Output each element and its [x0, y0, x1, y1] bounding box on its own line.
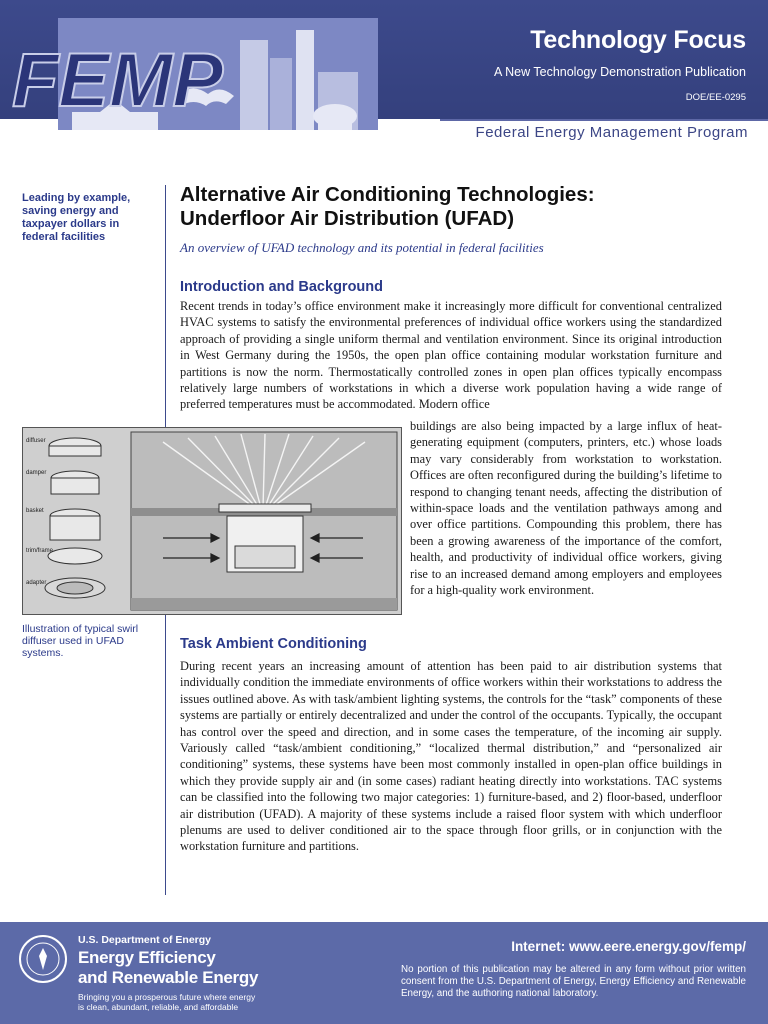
diffuser-illustration — [22, 427, 402, 615]
diffuser-drawing — [23, 428, 401, 614]
part-label: adapter — [26, 580, 47, 586]
agency-name: U.S. Department of Energy — [78, 934, 212, 946]
page-footer — [0, 922, 768, 1024]
office-name-line1: Energy Efficiency — [78, 948, 216, 967]
part-label: diffuser — [26, 438, 46, 444]
article-subtitle: An overview of UFAD technology and its potential in federal facilities — [180, 240, 544, 255]
program-name: Federal Energy Management Program — [475, 124, 748, 141]
logo-building — [296, 30, 314, 130]
femp-logo — [0, 0, 400, 160]
intro-paragraph-continued: buildings are also being impacted by a large influx of heat-generating equipment (computers, printers, etc.) whose loads may vary considerably from workstation to workstation. Offices are often reconfigured during the building’s lifetime to respond to changing tenant needs, affecting the distribution of within-space loads and the ventilation pathways among and over office partitions. Compounding this problem, there has been a growing awareness of the importance of the comfort, health, and productivity of individual office workers, giving rise to an increased demand among employers and employees for a high-quality work environment. — [410, 419, 722, 598]
publication-subtitle: A New Technology Demonstration Publication — [494, 65, 746, 79]
seal-eagle-icon — [39, 948, 47, 970]
legal-notice: No portion of this publication may be altered in any form without prior written consent from the U.S. Department of Energy, Energy Efficiency and Renewable Energy, and the authoring national laboratory. — [401, 964, 746, 999]
figure-caption: Illustration of typical swirl diffuser used in UFAD systems. — [22, 623, 139, 659]
capitol-base — [318, 118, 352, 130]
intro-paragraph: Recent trends in today’s office environment make it increasingly more difficult for conventional centralized HVAC systems to satisfy the environmental preferences of individual office workers using the standardized approach of providing a single uniform thermal and ventilation environment. Since its original introduction in West Germany during the 1950s, the open plan office containing modular workstation furniture and partitions is now the norm. Thermostatically controlled zones in open plan offices typically encompass relatively large numbers of workstations in which a diverse work population having a wide range of preferred temperatures must be accommodated. Modern office — [180, 299, 722, 412]
eere-tagline: Bringing you a prosperous future where energy is clean, abundant, reliable, and affordable — [78, 992, 256, 1012]
part-adapter-hole — [57, 582, 93, 594]
publication-title: Technology Focus — [530, 26, 746, 54]
section-heading-task-ambient: Task Ambient Conditioning — [180, 636, 367, 652]
doe-seal-icon — [18, 934, 68, 984]
structural-slab — [131, 598, 397, 610]
diffuser-grille — [219, 504, 311, 512]
part-label: damper — [26, 470, 47, 476]
section-heading-introduction: Introduction and Background — [180, 279, 383, 295]
page-header — [0, 0, 768, 160]
article-title-line: Alternative Air Conditioning Technologies: — [180, 183, 595, 206]
header-rule — [440, 119, 768, 121]
sidebar-tagline: Leading by example, saving energy and taxpayer dollars in federal facilities — [22, 192, 131, 243]
part-trim-frame — [48, 548, 102, 564]
article-title-line: Underfloor Air Distribution (UFAD) — [180, 207, 515, 230]
part-basket-body — [50, 516, 100, 540]
office-name-line2: and Renewable Energy — [78, 968, 259, 987]
website-link[interactable]: Internet: www.eere.energy.gov/femp/ — [511, 939, 746, 954]
document-number: DOE/EE-0295 — [685, 92, 746, 103]
logo-building — [270, 58, 292, 130]
part-diffuser-body — [49, 446, 101, 456]
part-damper-body — [51, 478, 99, 494]
part-label: basket — [26, 508, 44, 514]
part-label: trim/frame — [26, 548, 53, 554]
logo-building — [240, 40, 268, 130]
logo-wordmark: FEMP — [12, 38, 224, 123]
diffuser-basket-bottom — [235, 546, 295, 568]
task-ambient-paragraph: During recent years an increasing amount of attention has been paid to air distribution systems that individually condition the immediate environments of office workers within their workstations to address the issues outlined above. As with task/ambient lighting systems, the controls for the “task” components of these systems are partially or entirely decentralized and under the control of the occupants. Typically, the occupant has control over the speed and direction, and in some cases the temperature, of the incoming air supply. Variously called “task/ambient conditioning,” “localized thermal distribution,” and “personalized air conditioning” systems, these systems have been most commonly installed in open-plan office buildings in which they provide supply air and (in some cases) radiant heating directly into workstations. TAC systems can be classified into the following two major categories: 1) furniture-based, and 2) floor-based, underfloor air distribution (UFAD). A majority of these systems include a raised floor system with which underfloor plenums are used to deliver conditioned air to the space through floor grills, or in conjunction with the workstation furniture and partitions. — [180, 659, 722, 854]
article-title — [180, 183, 750, 231]
